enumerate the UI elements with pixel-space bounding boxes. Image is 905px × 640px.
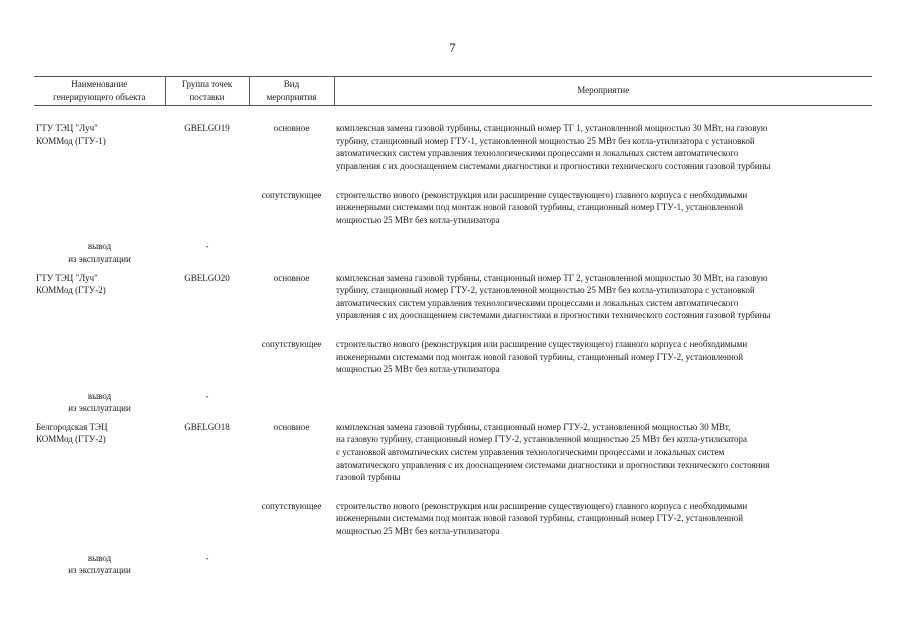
measure-kind-cell: сопутствующее: [261, 500, 322, 511]
table-row: [34, 122, 872, 172]
measure-text-cell: строительство нового (реконструкция или расширение существующего) главного корпуса с необходимыми инженерными системами под монтаж новой газовой турбины, станционный номер ГТУ-1, установленной мощностью 25 МВт без котла-утилизатора: [336, 189, 748, 225]
header-group: Группа точек поставки: [165, 77, 249, 106]
measure-text-cell: комплексная замена газовой турбины, станционный номер ТГ 1, установленной мощностью 30 МВт, на газовую турбину, станционный номер ГТУ-1, установленной мощностью 25 МВт без котла-утилизатора с установкой автоматических систем управления технологическими процессами и локальных систем автоматического управления с их дооснащением системами диагностики и прогностики технического состояния газовой турбины: [336, 123, 771, 171]
measure-text-cell: строительство нового (реконструкция или расширение существующего) главного корпуса с необходимыми инженерными системами под монтаж новой газовой турбины, станционный номер ГТУ-2, установленной мощностью 25 МВт без котла-утилизатора: [336, 500, 748, 537]
object-name-cell: ГТУ ТЭЦ "Луч" КОММод (ГТУ-2): [36, 272, 106, 296]
measures-table: [34, 76, 872, 577]
measure-empty-cell: -: [205, 390, 209, 401]
header-measure: Мероприятие: [334, 77, 872, 106]
spacer-row: [34, 226, 872, 240]
measure-text-cell: комплексная замена газовой турбины, станционный номер ТГ 2, установленной мощностью 30 МВт, на газовую турбину, станционный номер ГТУ-2, установленной мощностью 25 МВт без котла-утилизатора с установкой автоматических систем управления технологическими процессами и локальных систем автоматического управления с их дооснащением системами диагностики и прогностики технического состояния газовой турбины: [336, 272, 771, 321]
group-code-cell: GBELGO20: [184, 272, 230, 283]
table-row: [34, 272, 872, 322]
spacer-row: [34, 538, 872, 552]
table-header-row: [34, 77, 872, 106]
group-code-cell: GBELGO18: [184, 421, 230, 432]
measure-kind-cell: основное: [273, 421, 310, 432]
measure-kind-cell: основное: [273, 123, 310, 134]
measure-text-cell: строительство нового (реконструкция или расширение существующего) главного корпуса с необходимыми инженерными системами под монтаж новой газовой турбины, станционный номер ГТУ-2, установленной мощностью 25 МВт без котла-утилизатора: [336, 338, 748, 375]
group-code-cell: GBELGO19: [184, 123, 230, 134]
measure-kind-cell: сопутствующее: [261, 189, 322, 200]
object-name-cell: Белгородская ТЭЦ КОММод (ГТУ-2): [36, 421, 108, 445]
header-object: Наименование генерирующего объекта: [34, 77, 165, 106]
spacer-row: [34, 376, 872, 390]
measure-kind-cell: вывод из эксплуатации: [68, 241, 131, 264]
header-kind: Вид мероприятия: [249, 77, 334, 106]
table-row: [34, 552, 872, 577]
measure-kind-cell: основное: [273, 272, 310, 283]
measure-empty-cell: -: [205, 241, 209, 252]
object-name-cell: ГТУ ТЭЦ "Луч" КОММод (ГТУ-1): [36, 123, 106, 146]
measure-kind-cell: сопутствующее: [261, 338, 322, 349]
spacer-row: [34, 106, 872, 123]
table-row: [34, 390, 872, 415]
measure-text-cell: комплексная замена газовой турбины, станционный номер ГТУ-2, установленной мощностью 30 МВт, на газовую турбину, станционный номер ГТУ-2, установленной мощностью 25 МВт без котла-утилизатора с установкой автоматических систем управления технологическими процессами и локальных систем автоматического управления с их дооснащением системами диагностики и прогностики технического состояния газовой турбины: [336, 421, 770, 483]
measure-kind-cell: вывод из эксплуатации: [68, 390, 131, 414]
page-number: 7: [449, 40, 456, 55]
measure-kind-cell: вывод из эксплуатации: [68, 552, 131, 576]
measure-empty-cell: -: [205, 552, 209, 563]
table-row: [34, 240, 872, 265]
table-row: [34, 421, 872, 484]
table-body: [34, 106, 872, 577]
